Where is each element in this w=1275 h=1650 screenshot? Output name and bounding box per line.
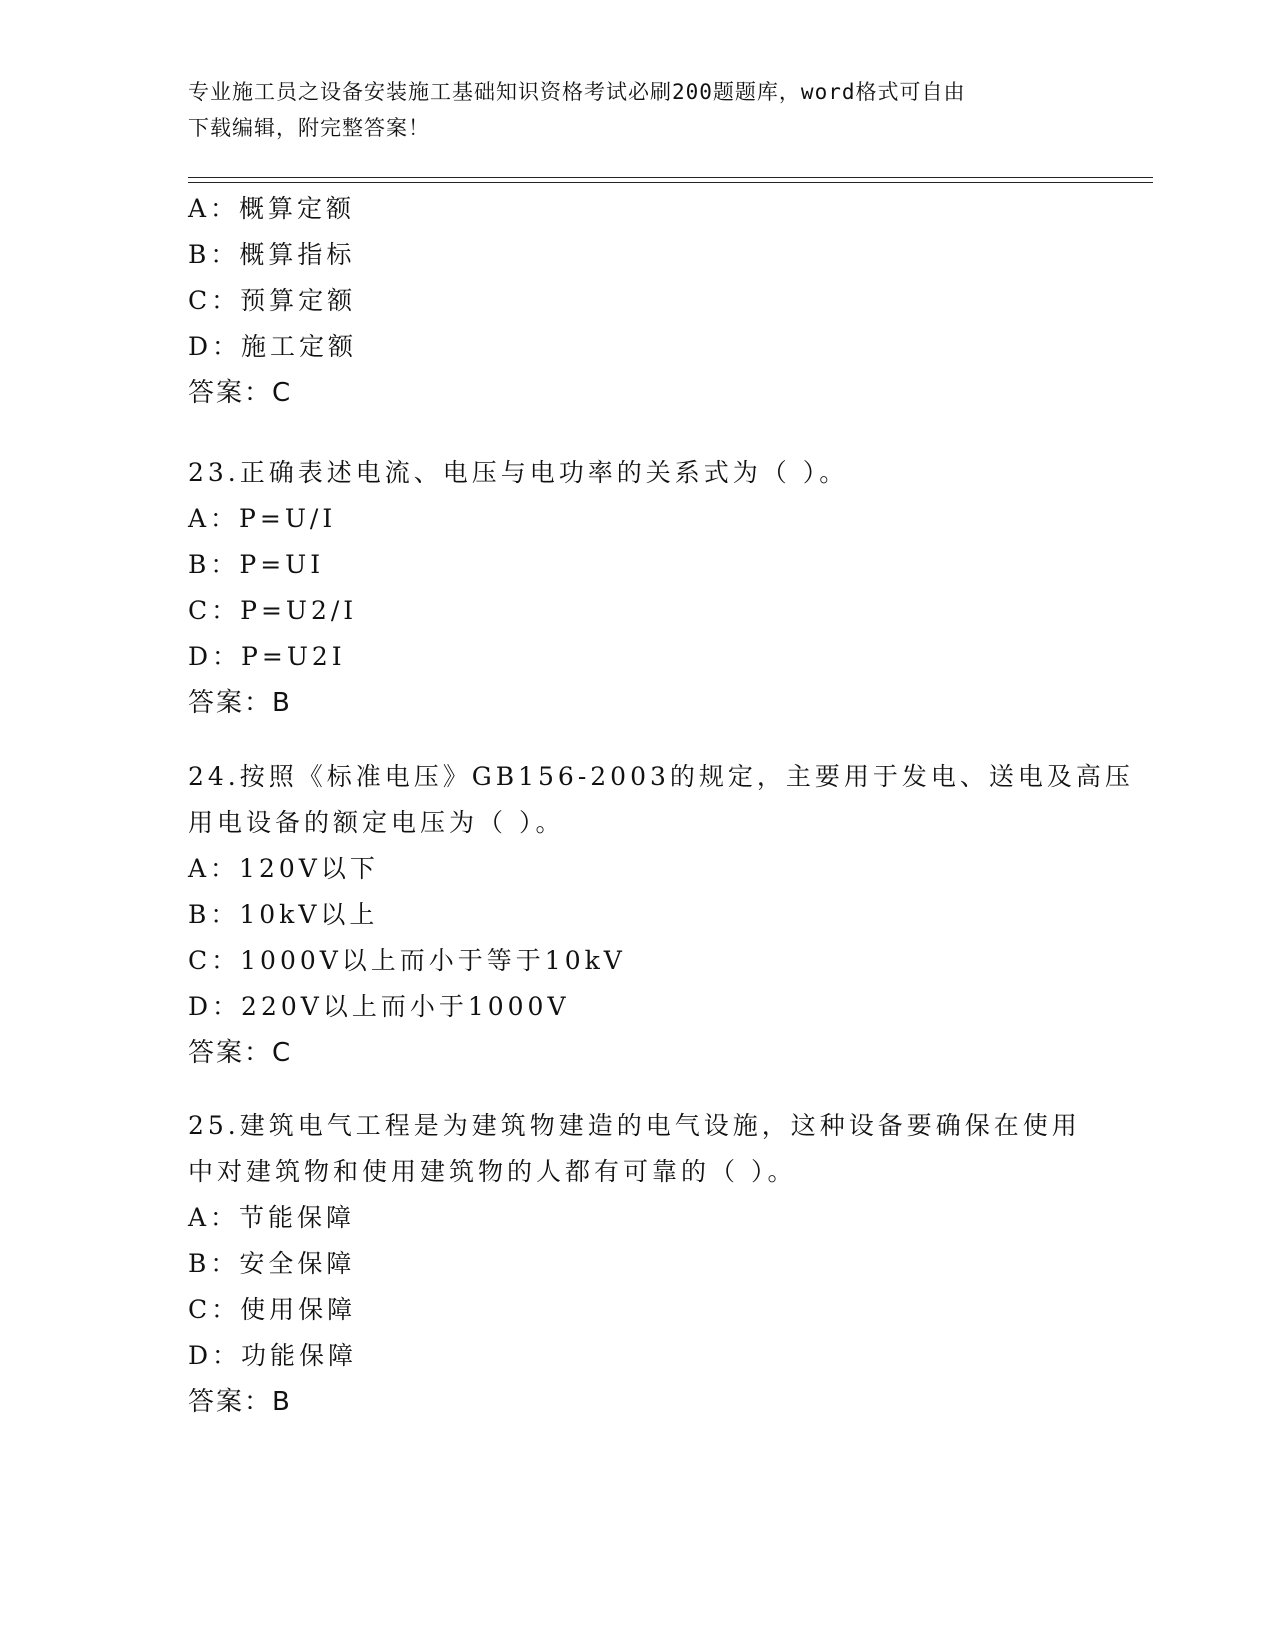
header-divider-bottom (188, 182, 1153, 183)
option-b: B：安全保障 (188, 1249, 356, 1278)
option-d: D：功能保障 (188, 1341, 358, 1370)
question-block-24 (188, 754, 1134, 1076)
question-text-line-2: 中对建筑物和使用建筑物的人都有可靠的（ ）。 (188, 1157, 797, 1186)
option-a: A：P=U/I (188, 504, 337, 533)
question-text: 23.正确表述电流、电压与电功率的关系式为（ ）。 (188, 458, 849, 487)
header-line-2: 下载编辑，附完整答案！ (188, 116, 430, 140)
answer-line: 答案：C (188, 1038, 293, 1068)
option-d: D：P=U2I (188, 642, 346, 671)
question-block-25 (188, 1103, 1088, 1425)
question-text-line-2: 用电设备的额定电压为（ ）。 (188, 808, 565, 837)
question-text-line-1: 24.按照《标准电压》GB156-2003的规定，主要用于发电、送电及高压 (188, 762, 1134, 791)
header-divider-top (188, 177, 1153, 178)
option-c: C：使用保障 (188, 1295, 357, 1324)
option-b: B：概算指标 (188, 240, 356, 269)
document-header (188, 74, 1068, 146)
option-a: A：节能保障 (188, 1203, 356, 1232)
answer-line: 答案：B (188, 1387, 292, 1417)
header-line-1: 专业施工员之设备安装施工基础知识资格考试必刷200题题库，word格式可自由 (188, 80, 966, 104)
option-b: B：10kV以上 (188, 900, 379, 929)
option-d: D：220V以上而小于1000V (188, 992, 570, 1021)
answer-line: 答案：B (188, 688, 292, 718)
option-b: B：P=UI (188, 550, 325, 579)
question-text-line-1: 25.建筑电气工程是为建筑物建造的电气设施，这种设备要确保在使用 (188, 1111, 1081, 1140)
option-a: A：概算定额 (188, 194, 356, 223)
option-c: C：1000V以上而小于等于10kV (188, 946, 626, 975)
option-d: D：施工定额 (188, 332, 358, 361)
option-c: C：P=U2/I (188, 596, 358, 625)
question-block-23 (188, 450, 1088, 726)
option-c: C：预算定额 (188, 286, 357, 315)
option-a: A：120V以下 (188, 854, 379, 883)
question-block-22 (188, 186, 1088, 416)
answer-line: 答案：C (188, 378, 293, 408)
